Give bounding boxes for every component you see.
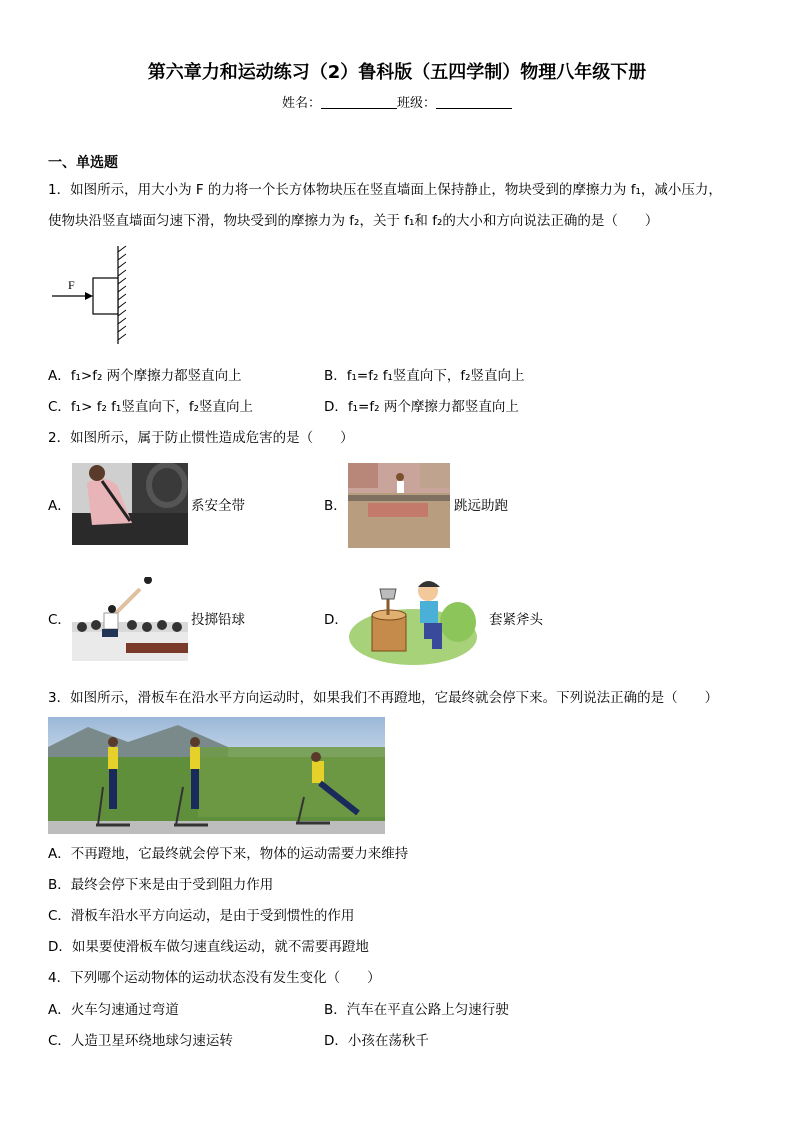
shot-put-illustration	[72, 577, 188, 661]
force-label: F	[68, 278, 75, 292]
scooter-photo	[48, 717, 385, 834]
axe-cartoon	[348, 567, 478, 669]
section-heading: 一、单选题	[48, 155, 118, 171]
q2-option-b-letter: B．	[324, 498, 347, 514]
long-jump-photo	[348, 463, 450, 548]
wall-hatching	[118, 246, 126, 340]
long-jump-illustration	[348, 463, 450, 548]
class-label: 班级：	[397, 96, 437, 111]
class-blank	[436, 96, 512, 109]
name-label: 姓名：	[281, 96, 321, 111]
q1-wall-block-figure	[48, 244, 138, 348]
q3-option-d: D．如果要使滑板车做匀速直线运动，就不需要再蹬地	[48, 939, 369, 955]
q1-stem-line2: 使物块沿竖直墙面匀速下滑，物块受到的摩擦力为 f₂，关于 f₁和 f₂的大小和方向说法正确的是（ ）	[48, 213, 659, 229]
q1-stem-line1: 1．如图所示，用大小为 F 的力将一个长方体物块压在竖直墙面上保持静止，物块受到的摩擦力为 f₁，减小压力，	[48, 182, 722, 198]
block	[93, 278, 118, 314]
axe-illustration	[348, 567, 478, 669]
q1-option-b: B．f₁=f₂ f₁竖直向下，f₂竖直向上	[324, 368, 525, 384]
q4-option-a: A．火车匀速通过弯道	[48, 1002, 179, 1018]
q3-stem: 3．如图所示，滑板车在沿水平方向运动时，如果我们不再蹬地，它最终就会停下来。下列说法正确的是（ ）	[48, 690, 719, 706]
page-title: 第六章力和运动练习（2）鲁科版（五四学制）物理八年级下册	[147, 62, 647, 83]
q4-stem: 4．下列哪个运动物体的运动状态没有发生变化（ ）	[48, 970, 381, 986]
q2-option-c-text: 投掷铅球	[191, 612, 245, 628]
q4-option-d: D．小孩在荡秋千	[324, 1033, 429, 1049]
q2-stem: 2．如图所示，属于防止惯性造成危害的是（ ）	[48, 430, 354, 446]
seatbelt-illustration	[72, 463, 188, 545]
name-blank	[321, 96, 397, 109]
q2-option-c-letter: C．	[48, 612, 71, 628]
q1-option-d: D．f₁=f₂ 两个摩擦力都竖直向上	[324, 399, 519, 415]
shot-put-photo	[72, 577, 188, 661]
name-class-line	[0, 92, 794, 111]
q3-option-b: B．最终会停下来是由于受到阻力作用	[48, 877, 274, 893]
scooter-illustration	[48, 717, 385, 834]
force-arrow-head	[85, 292, 93, 300]
q2-option-d-letter: D．	[324, 612, 348, 628]
q4-option-b: B．汽车在平直公路上匀速行驶	[324, 1002, 509, 1018]
q3-option-a: A．不再蹬地，它最终就会停下来，物体的运动需要力来维持	[48, 846, 409, 862]
q2-option-d-text: 套紧斧头	[489, 612, 543, 628]
q2-option-a-letter: A．	[48, 498, 71, 514]
q3-option-c: C．滑板车沿水平方向运动，是由于受到惯性的作用	[48, 908, 355, 924]
q2-option-a-text: 系安全带	[191, 498, 245, 514]
q1-option-c: C．f₁> f₂ f₁竖直向下，f₂竖直向上	[48, 399, 253, 415]
seatbelt-photo	[72, 463, 188, 545]
q1-option-a: A．f₁>f₂ 两个摩擦力都竖直向上	[48, 368, 242, 384]
q2-option-b-text: 跳远助跑	[454, 498, 508, 514]
q4-option-c: C．人造卫星环绕地球匀速运转	[48, 1033, 233, 1049]
